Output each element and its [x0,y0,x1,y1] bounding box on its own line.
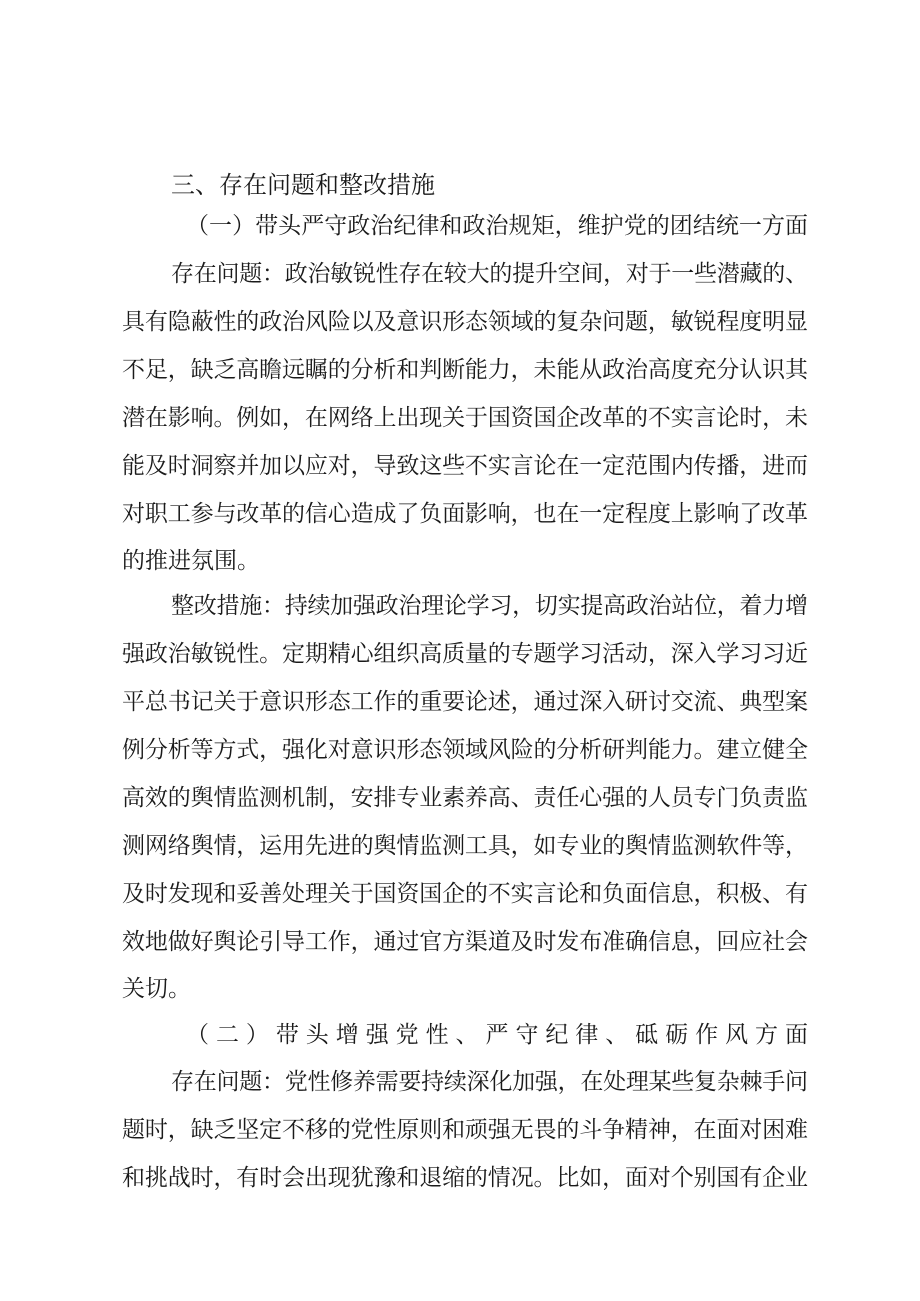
measures-1-line: 例分析等方式，强化对意识形态领域风险的分析研判能力。建立健全 [122,737,808,763]
measures-1-line: 关切。 [122,976,191,1002]
issue-2-line: 题时，缺乏坚定不移的党性原则和顽强无畏的斗争精神，在面对困难 [122,1117,808,1143]
measures-1-line: 效地做好舆论引导工作，通过官方渠道及时发布准确信息，回应社会 [122,929,808,955]
issue-1-line: 存在问题：政治敏锐性存在较大的提升空间，对于一些潜藏的、 [171,261,808,287]
subheading-2: （二）带头增强党性、严守纪律、砥砺作风方面 [186,1022,815,1048]
measures-1-line: 及时发现和妥善处理关于国资国企的不实言论和负面信息，积极、有 [122,881,808,907]
subheading-1: （一）带头严守政治纪律和政治规矩，维护党的团结统一方面 [186,213,809,239]
measures-1-line: 强政治敏锐性。定期精心组织高质量的专题学习活动，深入学习习近 [122,641,808,667]
issue-2-line: 和挑战时，有时会出现犹豫和退缩的情况。比如，面对个别国有企业 [122,1165,808,1191]
issue-2-line: 存在问题：党性修养需要持续深化加强，在处理某些复杂棘手问 [171,1069,808,1095]
issue-1-line: 对职工参与改革的信心造成了负面影响，也在一定程度上影响了改革 [122,501,808,527]
measures-1-line: 高效的舆情监测机制，安排专业素养高、责任心强的人员专门负责监 [122,785,808,811]
section-heading: 三、存在问题和整改措施 [171,171,435,199]
issue-1-line: 潜在影响。例如，在网络上出现关于国资国企改革的不实言论时，未 [122,405,808,431]
issue-1-line: 具有隐蔽性的政治风险以及意识形态领域的复杂问题，敏锐程度明显 [122,309,808,335]
issue-1-line: 的推进氛围。 [122,548,260,574]
issue-1-line: 不足，缺乏高瞻远瞩的分析和判断能力，未能从政治高度充分认识其 [122,357,808,383]
issue-1-line: 能及时洞察并加以应对，导致这些不实言论在一定范围内传播，进而 [122,453,808,479]
measures-1-line: 测网络舆情，运用先进的舆情监测工具，如专业的舆情监测软件等， [122,833,808,859]
measures-1-line: 整改措施：持续加强政治理论学习，切实提高政治站位，着力增 [171,593,808,619]
measures-1-line: 平总书记关于意识形态工作的重要论述，通过深入研讨交流、典型案 [122,689,808,715]
